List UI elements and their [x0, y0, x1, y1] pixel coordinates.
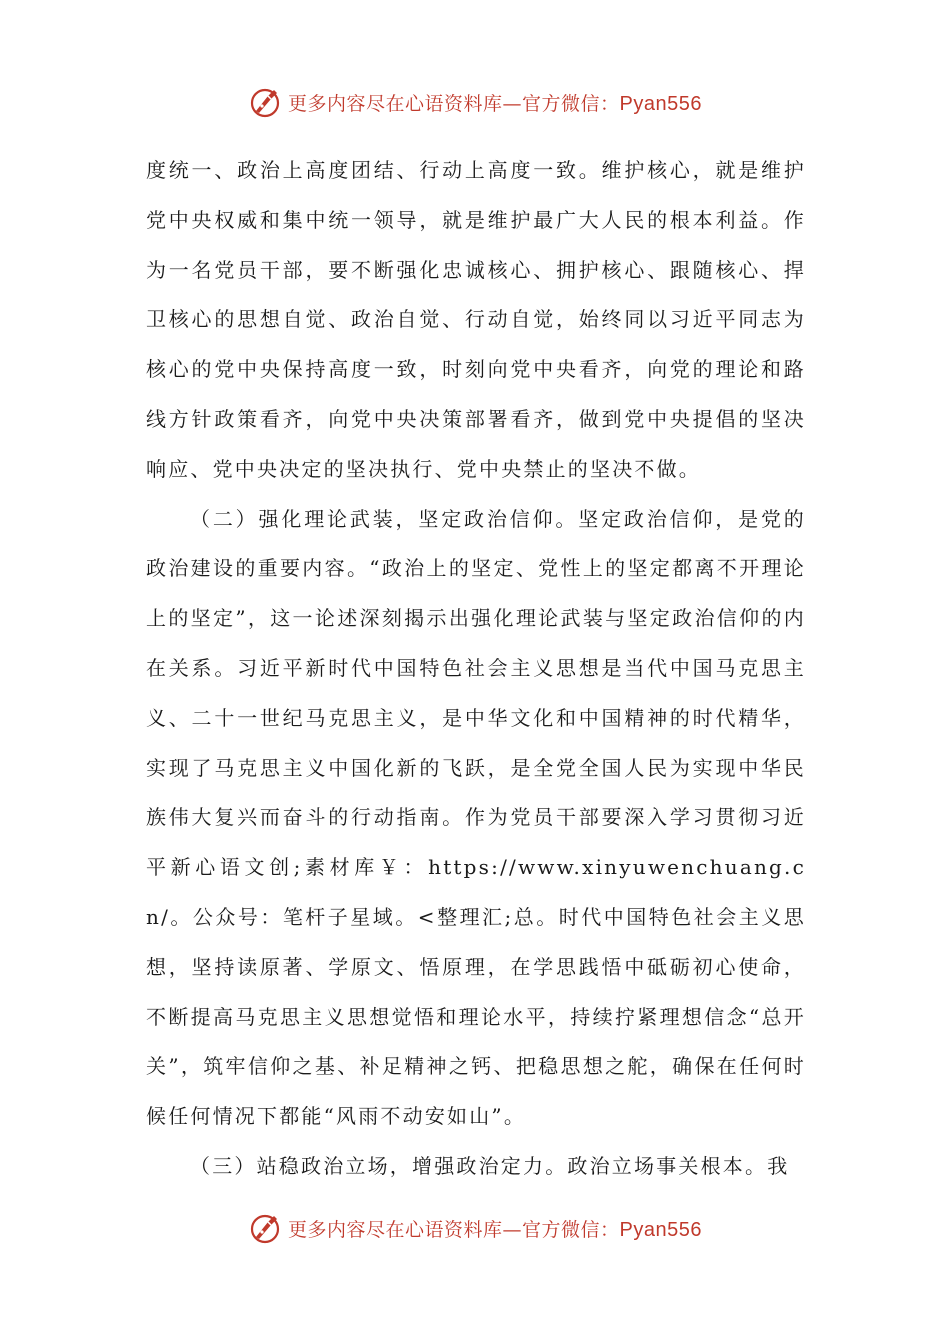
banner-slogan: 更多内容尽在心语资料库—官方微信：	[288, 92, 620, 115]
banner-slogan: 更多内容尽在心语资料库—官方微信：	[288, 1218, 620, 1241]
banner-text	[288, 89, 702, 116]
paragraph-3: （三）站稳政治立场，增强政治定力。政治立场事关根本。我	[190, 1153, 790, 1178]
pen-nib-circle-logo-icon	[248, 84, 284, 120]
footer-watermark-banner	[0, 1208, 950, 1248]
wechat-id: Pyan556	[619, 92, 702, 115]
pen-nib-circle-logo-icon	[248, 1210, 284, 1246]
wechat-id: Pyan556	[619, 1218, 702, 1241]
paragraph-1: 度统一、政治上高度团结、行动上高度一致。维护核心，就是维护党中央权威和集中统一领导，就是维护最广大人民的根本利益。作为一名党员干部，要不断强化忠诚核心、拥护核心、跟随核心、捍卫核心的思想自觉、政治自觉、行动自觉，始终同以习近平同志为核心的党中央保持高度一致，时刻向党中央看齐，向党的理论和路线方针政策看齐，向党中央决策部署看齐，做到党中央提倡的坚决响应、党中央决定的坚决执行、党中央禁止的坚决不做。	[146, 158, 806, 481]
document-body	[146, 146, 806, 1192]
banner-text	[288, 1215, 702, 1242]
header-watermark-banner	[0, 82, 950, 122]
paragraph-2: （二）强化理论武装，坚定政治信仰。坚定政治信仰，是党的政治建设的重要内容。“政治上的坚定、党性上的坚定都离不开理论上的坚定”，这一论述深刻揭示出强化理论武装与坚定政治信仰的内在关系。习近平新时代中国特色社会主义思想是当代中国马克思主义、二十一世纪马克思主义，是中华文化和中国精神的时代精华，实现了马克思主义中国化新的飞跃，是全党全国人民为实现中华民族伟大复兴而奋斗的行动指南。作为党员干部要深入学习贯彻习近平新心语文创;素材库￥：https://www.xinyuwenchuang.cn/。公众号：笔杆子星域。<整理汇;总。时代中国特色社会主义思想，坚持读原著、学原文、悟原理，在学思践悟中砥砺初心使命，不断提高马克思主义思想觉悟和理论水平，持续拧紧理想信念“总开关”，筑牢信仰之基、补足精神之钙、把稳思想之舵，确保在任何时候任何情况下都能“风雨不动安如山”。	[146, 506, 806, 1129]
